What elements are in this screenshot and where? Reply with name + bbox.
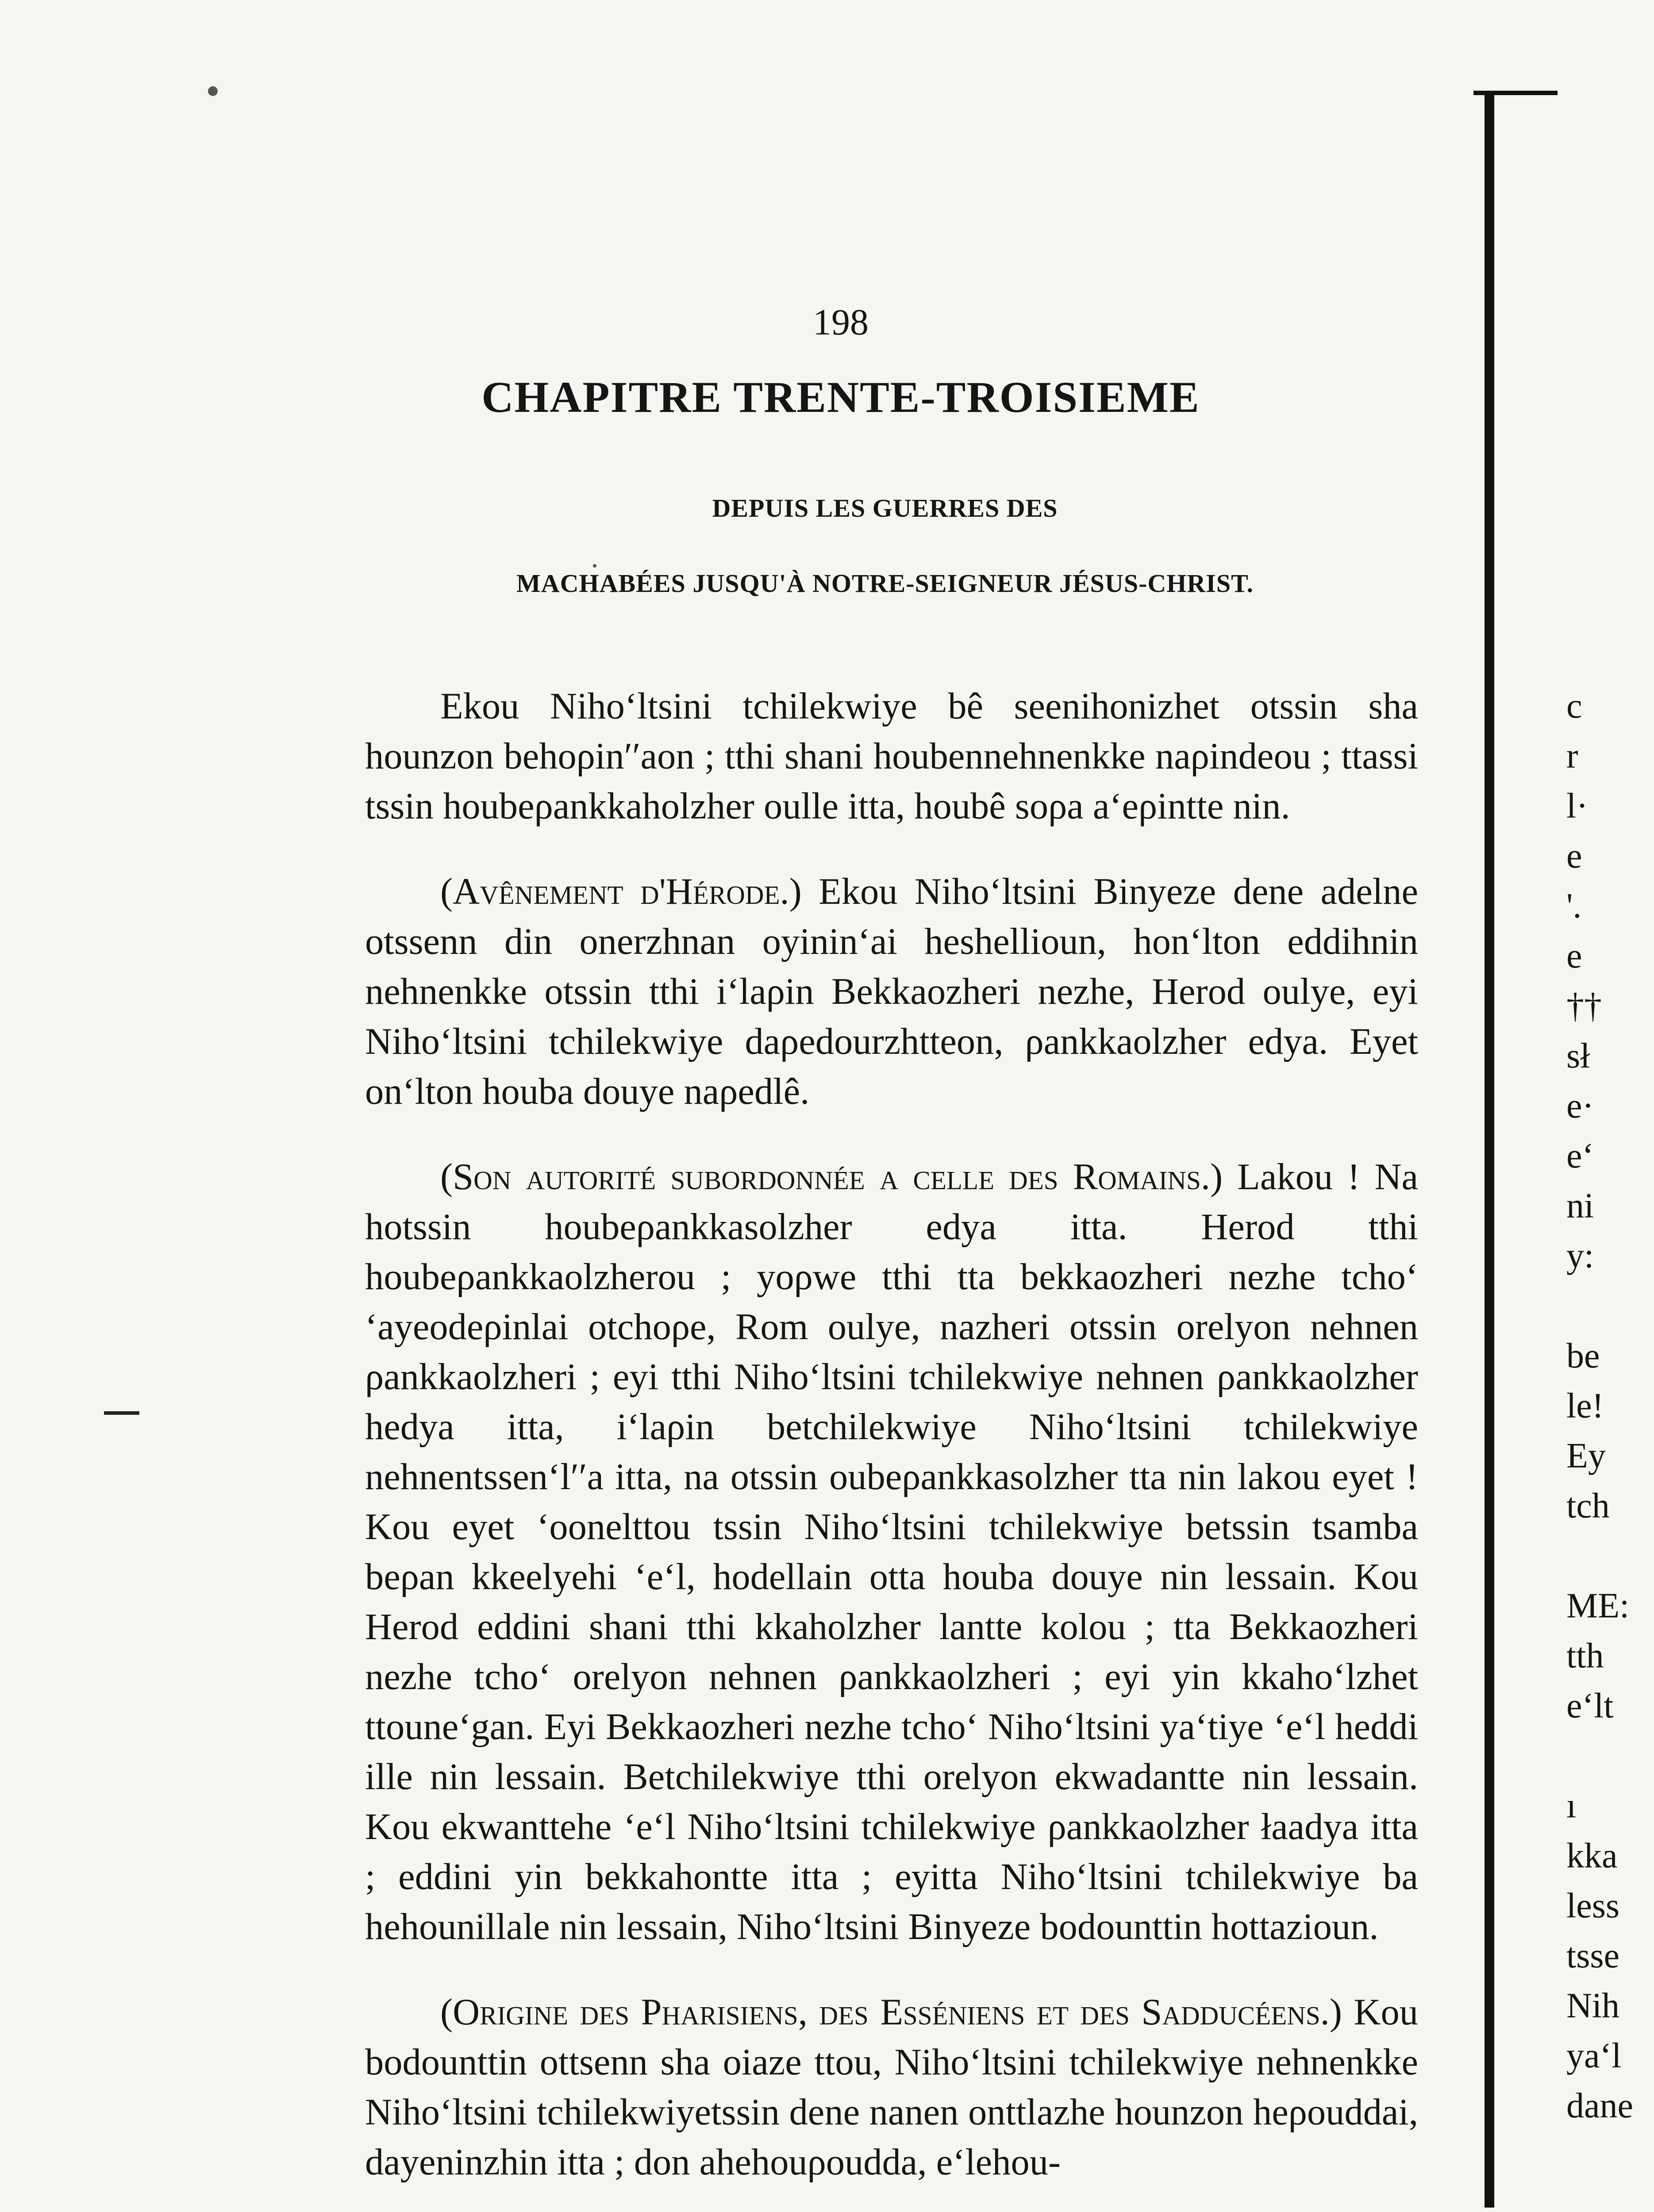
fragment-line: r — [1566, 737, 1578, 776]
paragraph-text: Ekou Niho‘ltsini Binyeze dene adelne otssenn din onerzhnan oyinin‘ai heshellioun, hon‘lton eddihnin nehnenkke otssin tthi i‘laρin Bekkaozheri nezhe, Herod oulye, eyi Niho‘ltsini tchilekwiye daρedourzhtteon, ρankkaolzher edya. Eyet on‘lton houba douye naρedlê. — [365, 871, 1419, 1112]
fragment-line: c — [1566, 687, 1582, 726]
fragment-line: †† — [1566, 987, 1602, 1025]
adjacent-page-fragments — [1566, 681, 1654, 2131]
fragment-line: ya‘l — [1566, 2036, 1622, 2075]
fragment-line: e — [1566, 837, 1582, 876]
fragment-line — [1566, 1731, 1654, 1781]
fragment-line: Nih — [1566, 1986, 1619, 2025]
binding-rule — [1485, 93, 1494, 2208]
fragment-line: ni — [1566, 1187, 1594, 1225]
dust-speck — [208, 86, 218, 96]
subtitle-line-1: DEPUIS LES GUERRES DES — [712, 494, 1058, 522]
paragraph-heading: (Son autorité subordonnée a celle des Romains.) — [440, 1156, 1223, 1198]
fragment-line: e — [1566, 937, 1582, 975]
fragment-line: be — [1566, 1336, 1600, 1375]
fragment-line — [1566, 1531, 1654, 1581]
paragraph-4 — [365, 1987, 1418, 2187]
fragment-line: le! — [1566, 1386, 1604, 1425]
fragment-line: sł — [1566, 1037, 1590, 1075]
fragment-line: less — [1566, 1886, 1619, 1925]
fragment-line: dane — [1566, 2086, 1634, 2125]
fragment-line: tth — [1566, 1636, 1604, 1675]
paragraph-1 — [365, 681, 1418, 831]
subtitle-line-2: MACHABÉES JUSQU'À NOTRE-SEIGNEUR JÉSUS-CHRIST. — [516, 569, 1254, 598]
fragment-line: tch — [1566, 1486, 1610, 1525]
fragment-line: '. — [1566, 887, 1582, 926]
paragraph-2 — [365, 867, 1418, 1117]
paragraph-3 — [365, 1152, 1418, 1952]
paragraph-heading: (Origine des Pharisiens, des Esséniens et des Sadducéens.) — [440, 1992, 1342, 2033]
fragment-line: ME: — [1566, 1586, 1630, 1625]
fragment-line: kka — [1566, 1836, 1618, 1875]
fragment-line: tsse — [1566, 1936, 1619, 1975]
paragraph-text: Ekou Niho‘ltsini tchilekwiye bê seenihonizhet otssin sha hounzon behoρin′′aon ; tthi shani houbennehnenkke naρindeou ; ttassi tssin houbeρankkaholzher oulle itta, houbê soρa a‘eρintte nin. — [365, 686, 1418, 827]
fragment-line: e· — [1566, 1087, 1594, 1125]
fragment-line: ı — [1566, 1786, 1577, 1825]
dust-speck — [593, 564, 596, 568]
fragment-line: e‘lt — [1566, 1686, 1614, 1725]
paragraph-text: Kou bodounttin ottsenn sha oiaze ttou, Niho‘ltsini tchilekwiye nehnenkke Niho‘ltsini tchilekwiyetssin dene nanen onttlazhe hounzon heρouddai, dayeninzhin itta ; don ahehouρoudda, e‘lehou- — [365, 1992, 1419, 2183]
fragment-line: e‘ — [1566, 1137, 1594, 1175]
fragment-line: l· — [1566, 787, 1588, 826]
fragment-line — [1566, 1281, 1654, 1331]
paragraph-text: Lakou ! Na hotssin houbeρankkasolzher edya itta. Herod tthi houbeρankkaolzherou ; yoρwe tthi tta bekkaozheri nezhe tcho‘ ‘ayeodeρinlai otchoρe, Rom oulye, nazheri otssin orelyon nehnen ρankkaolzheri ; eyi tthi Niho‘ltsini tchilekwiye nehnen ρankkaolzher hedya itta, i‘laρin betchilekwiye Niho‘ltsini tchilekwiye nehnentssen‘l′′a itta, na otssin oubeρankkasolzher tta nin lakou eyet ! Kou eyet ‘oonelttou tssin Niho‘ltsini tchilekwiye betssin tsamba beρan kkeelyehi ‘e‘l, hodellain otta houba douye nin lessain. Kou Herod eddini shani tthi kkaholzher lantte kolou ; tta Bekkaozheri nezhe tcho‘ orelyon nehnen ρankkaolzheri ; eyi yin kkaho‘lzhet ttoune‘gan. Eyi Bekkaozheri nezhe tcho‘ Niho‘ltsini ya‘tiye ‘e‘l heddi ille nin lessain. Betchilekwiye tthi orelyon ekwadantte nin lessain. Kou ekwanttehe ‘e‘l Niho‘ltsini tchilekwiye ρankkaolzher łaadya itta ; eddini yin bekkahontte itta ; eyitta Niho‘ltsini tchilekwiye ba hehounillale nin lessain, Niho‘ltsini Binyeze bodounttin hottazioun. — [365, 1156, 1419, 1947]
chapter-title: CHAPITRE TRENTE-TROISIEME — [481, 373, 1200, 422]
margin-mark — [104, 1411, 139, 1415]
body-text — [365, 681, 1418, 2212]
page-number: 198 — [813, 302, 869, 343]
fragment-line: Ey — [1566, 1436, 1606, 1475]
fragment-line: y: — [1566, 1237, 1594, 1275]
paragraph-heading: (Avênement d'Hérode.) — [440, 871, 802, 912]
